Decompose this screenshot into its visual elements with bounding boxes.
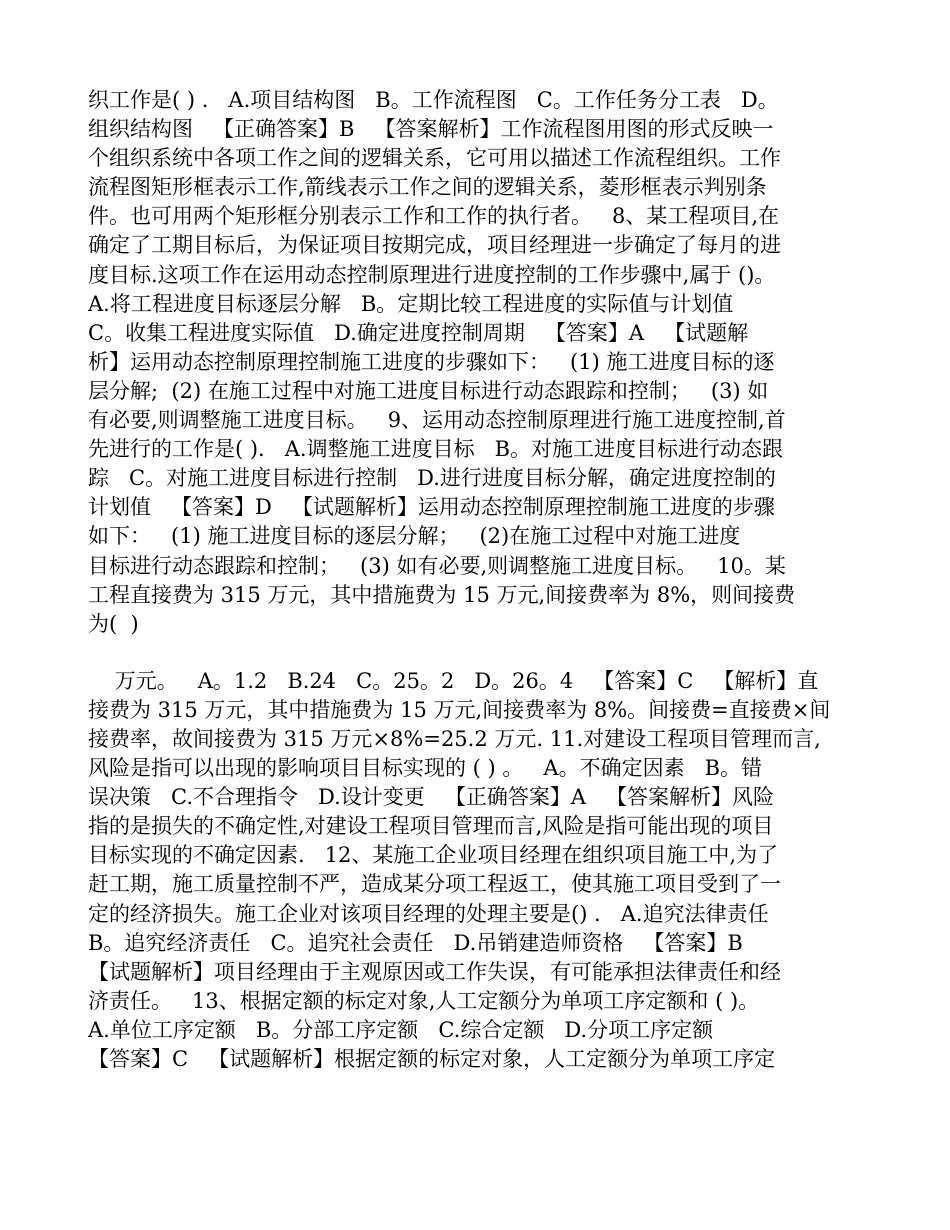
text-line: 确定了工期目标后，为保证项目按期完成，项目经理进一步确定了每月的进 [88, 233, 781, 258]
text-line: 【试题解析】项目经理由于主观原因或工作失误，有可能承担法律责任和经 [88, 959, 781, 984]
document-page [88, 86, 864, 1074]
text-line: A.单位工序定额 B。分部工序定额 C.综合定额 D.分项工序定额 [88, 1017, 714, 1042]
text-line: C。收集工程进度实际值 D.确定进度控制周期 【答案】A 【试题解 [88, 320, 749, 345]
text-line: 度目标.这项工作在运用动态控制原理进行进度控制的工作步骤中,属于 ()。 [88, 262, 776, 287]
text-line: B。追究经济责任 C。追究社会责任 D.吊销建造师资格 【答案】B [88, 930, 743, 955]
text-line: 目标实现的不确定因素. 12、某施工企业项目经理在组织项目施工中,为了 [88, 843, 779, 868]
text-line: 接费率，故间接费为 315 万元×8%=25.2 万元. 11.对建设工程项目管理而言, [88, 726, 821, 751]
text-line: 目标进行动态跟踪和控制； (3) 如有必要,则调整施工进度目标。 10。某 [88, 553, 786, 578]
text-line: 组织结构图 【正确答案】B 【答案解析】工作流程图用图的形式反映一 [88, 117, 774, 142]
text-line: 工程直接费为 315 万元，其中措施费为 15 万元,间接费率为 8%，则间接费 [88, 582, 796, 607]
text-line: 【答案】C 【试题解析】根据定额的标定对象，人工定额分为单项工序定 [88, 1047, 776, 1071]
text-line: 万元。 A。1.2 B.24 C。25。2 D。26。4 【答案】C 【解析】直 [88, 668, 819, 693]
text-line: 接费为 315 万元，其中措施费为 15 万元,间接费率为 8%。间接费=直接费×间 [88, 697, 831, 722]
text-line: 如下： (1) 施工进度目标的逐层分解； (2)在施工过程中对施工进度 [88, 524, 741, 549]
text-line: 件。也可用两个矩形框分别表示工作和工作的执行者。 8、某工程项目,在 [88, 204, 780, 229]
text-line: 风险是指可以出现的影响项目目标实现的 ( ) 。 A。不确定因素 B。错 [88, 756, 763, 781]
text-line: 赶工期，施工质量控制不严，造成某分项工程返工，使其施工项目受到了一 [88, 872, 781, 897]
paragraph-gap [88, 639, 864, 667]
text-line: 定的经济损失。施工企业对该项目经理的处理主要是() . A.追究法律责任 [88, 901, 769, 926]
text-line: 踪 C。对施工进度目标进行控制 D.进行进度目标分解，确定进度控制的 [88, 466, 776, 491]
text-line: 织工作是( ) . A.项目结构图 B。工作流程图 C。工作任务分工表 D。 [88, 88, 779, 112]
text-line: 为( ) [88, 611, 139, 636]
text-line: 有必要,则调整施工进度目标。 9、运用动态控制原理进行施工进度控制,首 [88, 408, 786, 433]
text-line: 先进行的工作是( ). A.调整施工进度目标 B。对施工进度目标进行动态跟 [88, 437, 784, 462]
text-line: 济责任。 13、根据定额的标定对象,人工定额分为单项工序定额和 ( )。 [88, 988, 760, 1013]
text-line: 个组织系统中各项工作之间的逻辑关系，它可用以描述工作流程组织。工作 [88, 146, 781, 171]
text-line: 误决策 C.不合理指令 D.设计变更 【正确答案】A 【答案解析】风险 [88, 785, 775, 810]
text-line: 指的是损失的不确定性,对建设工程项目管理而言,风险是指可能出现的项目 [88, 814, 774, 839]
paragraph-2 [88, 667, 864, 1074]
text-line: 流程图矩形框表示工作,箭线表示工作之间的逻辑关系，菱形框表示判别条 [88, 175, 767, 200]
text-line: 层分解; (2) 在施工过程中对施工进度目标进行动态跟踪和控制； (3) 如 [88, 378, 769, 403]
text-line: A.将工程进度目标逐层分解 B。定期比较工程进度的实际值与计划值 [88, 291, 734, 316]
paragraph-1 [88, 86, 864, 639]
text-line: 计划值 【答案】D 【试题解析】运用动态控制原理控制施工进度的步骤 [88, 495, 775, 520]
text-line: 析】运用动态控制原理控制施工进度的步骤如下： (1) 施工进度目标的逐 [88, 349, 775, 374]
